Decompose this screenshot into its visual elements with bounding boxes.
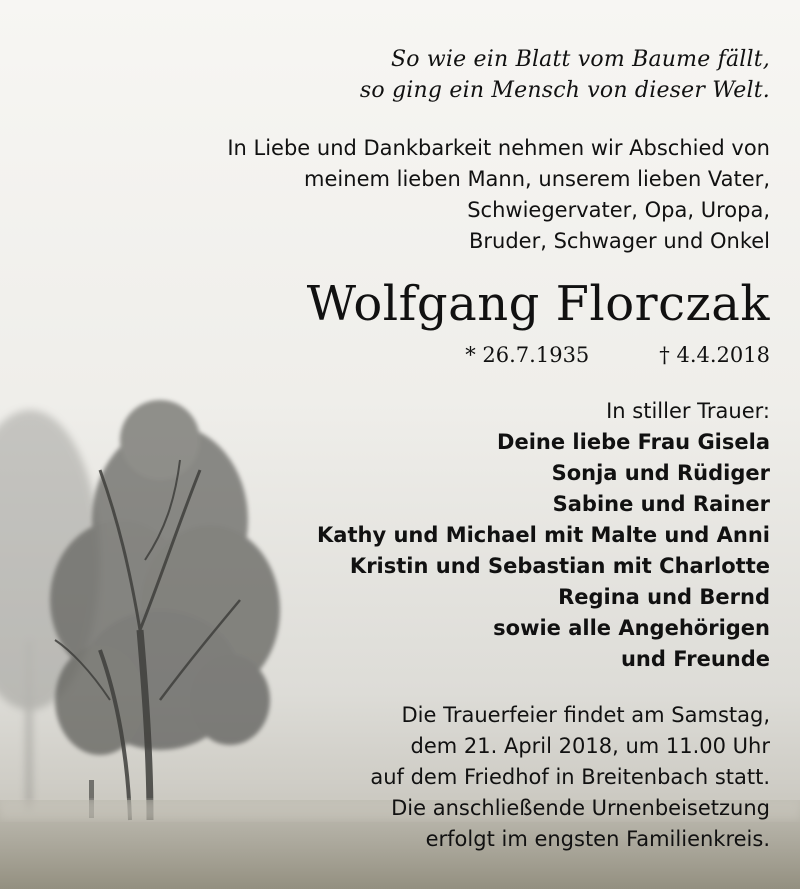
service-line: dem 21. April 2018, um 11.00 Uhr: [410, 734, 770, 758]
service-line: erfolgt im engsten Familienkreis.: [425, 827, 770, 851]
mourners-list: [317, 396, 770, 675]
mourner-name: Sabine und Rainer: [552, 492, 770, 516]
mourner-name: und Freunde: [620, 647, 770, 671]
service-line: Die Trauerfeier findet am Samstag,: [401, 703, 770, 727]
motto-verse: [360, 44, 770, 106]
intro-line: Schwiegervater, Opa, Uropa,: [467, 198, 770, 222]
mourner-name: Kristin und Sebastian mit Charlotte: [349, 554, 770, 578]
mourner-name: Regina und Bernd: [558, 585, 770, 609]
mourner-name: Deine liebe Frau Gisela: [497, 430, 770, 454]
motto-line: so ging ein Mensch von dieser Welt.: [359, 78, 770, 103]
mourners-heading: In stiller Trauer:: [606, 399, 770, 423]
intro-line: Bruder, Schwager und Onkel: [468, 229, 770, 253]
mourner-name: Kathy und Michael mit Malte und Anni: [317, 523, 770, 547]
deceased-name: Wolfgang Florczak: [306, 276, 770, 332]
mourner-name: Sonja und Rüdiger: [551, 461, 770, 485]
birth-date: * 26.7.1935: [465, 343, 590, 367]
farewell-intro: [227, 133, 770, 257]
mourner-name: sowie alle Angehörigen: [493, 616, 770, 640]
service-line: auf dem Friedhof in Breitenbach statt.: [370, 765, 770, 789]
service-line: Die anschließende Urnenbeisetzung: [391, 796, 770, 820]
intro-line: meinem lieben Mann, unserem lieben Vater,: [304, 167, 770, 191]
life-dates: [465, 340, 770, 370]
intro-line: In Liebe und Dankbarkeit nehmen wir Abschied von: [227, 136, 770, 160]
funeral-service-info: [370, 700, 770, 855]
motto-line: So wie ein Blatt vom Baume fällt,: [390, 47, 770, 72]
death-date: † 4.4.2018: [659, 343, 770, 367]
